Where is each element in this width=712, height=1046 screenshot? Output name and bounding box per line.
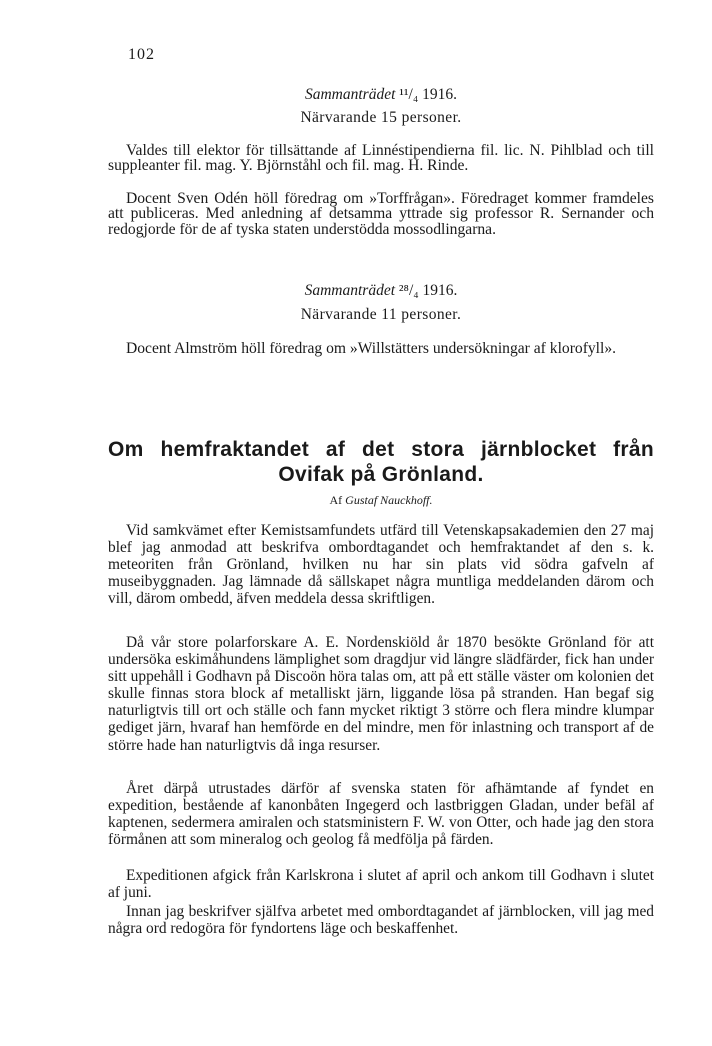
meeting-1-year: 1916. bbox=[422, 86, 458, 103]
meeting-2-label: Sammanträdet bbox=[304, 282, 396, 299]
meeting-2-date: ²⁸/₄ bbox=[398, 282, 419, 299]
article-paragraph-2: Då vår store polarforskare A. E. Nordenskiöld år 1870 besökte Grönland för att undersöka eskimåhundens lämplighet som dragdjur vid längre slädfärder, fick han under sitt uppehåll i Godhavn på Discoön höra talas om, att på ett ställe väster om kolonien det skulle finnas stora block af metalliskt järn, liggande lösa på stranden. Han begaf sig naturligtvis till ort och ställe och fann mycket riktigt 3 större och flera mindre klumpar gediget järn, hvaraf han hemförde en del mindre, men för inlastning och transport af de större hade han naturligtvis då inga resurser. bbox=[108, 634, 654, 754]
meeting-2-paragraph: Docent Almström höll föredrag om »Willstätters undersökningar af klorofyll». bbox=[126, 340, 617, 357]
meeting-2-year: 1916. bbox=[422, 282, 458, 299]
meeting-2-heading bbox=[108, 282, 654, 300]
article-title-line-2: Ovifak på Grönland. bbox=[278, 463, 484, 486]
article-title-line-1: Om hemfraktandet af det stora järnblocket från bbox=[108, 438, 654, 461]
meeting-1-label: Sammanträdet bbox=[304, 86, 396, 103]
article-paragraph-1: Vid samkvämet efter Kemistsamfundets utfärd till Vetenskapsakademien den 27 maj blef jag anmodad att beskrifva ombordtagandet och hemfraktandet af den s. k. meteoriten från Grönland, hvilken nu har sin plats vid södra gafveln af museibyggnaden. Jag lämnade då sällskapet några muntliga meddelanden därom och vill, därom ombedd, äfven meddela dessa skriftligen. bbox=[108, 522, 654, 608]
meeting-2-attendance: Närvarande 11 personer. bbox=[300, 306, 462, 323]
article-author: Af Gustaf Nauckhoff. bbox=[329, 493, 433, 507]
article-title bbox=[108, 437, 654, 487]
meeting-1-attendance: Närvarande 15 personer. bbox=[300, 109, 462, 126]
author-name: Gustaf Nauckhoff. bbox=[345, 493, 433, 507]
meeting-1-paragraph-1: Valdes till elektor för tillsättande af Linnéstipendierna fil. lic. N. Pihlblad och till suppleanter fil. mag. Y. Björnståhl och fil. mag. H. Rinde. bbox=[108, 142, 654, 175]
page-number: 102 bbox=[128, 46, 155, 63]
meeting-1-paragraph-2: Docent Sven Odén höll föredrag om »Torffrågan». Föredraget kommer framdeles att publiceras. Med anledning af detsamma yttrade sig professor R. Sernander och redogjorde för de af tyska staten understödda mossodlingarna. bbox=[108, 190, 654, 238]
article-paragraph-5: Innan jag beskrifver själfva arbetet med ombordtagandet af järnblocken, vill jag med några ord redogöra för fyndortens läge och beskaffenhet. bbox=[108, 903, 654, 938]
meeting-1-heading bbox=[108, 86, 654, 104]
meeting-1-date: ¹¹/₄ bbox=[399, 86, 419, 103]
article-paragraph-4: Expeditionen afgick från Karlskrona i slutet af april och ankom till Godhavn i slutet af juni. bbox=[108, 867, 654, 902]
article-paragraph-3: Året därpå utrustades därför af svenska staten för afhämtande af fyndet en expedition, bestående af kanonbåten Ingegerd och lastbriggen Gladan, under befäl af kaptenen, sedermera amiralen och statsministern F. W. von Otter, och hade jag den stora förmånen att som mineralog och geolog få medfölja på färden. bbox=[108, 780, 654, 849]
